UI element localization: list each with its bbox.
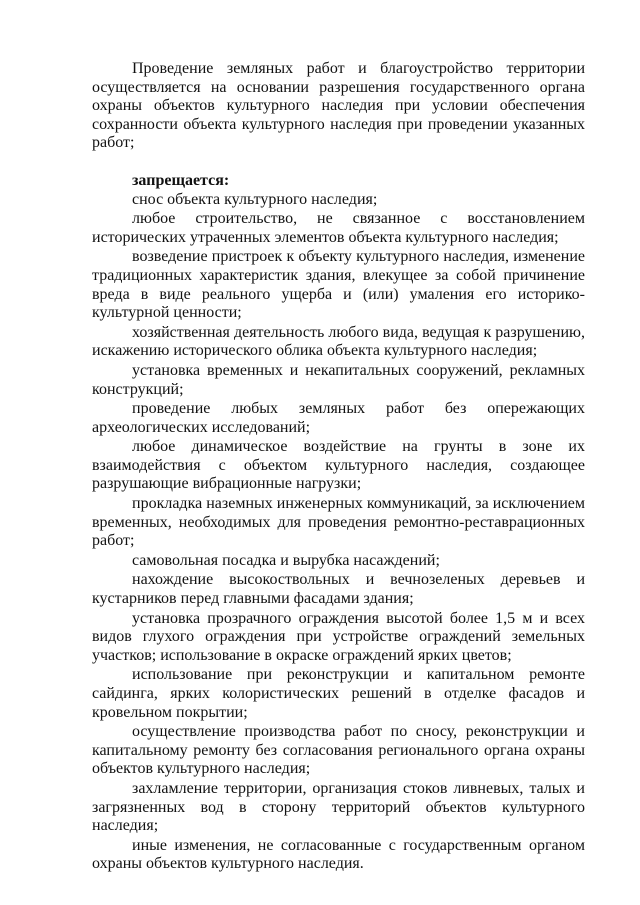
list-item: осуществление производства работ по сносу, реконструкции и капитальному ремонту без согласования регионального органа охраны объектов культурного наследия; bbox=[92, 723, 585, 778]
list-item: установка прозрачного ограждения высотой более 1,5 м и всех видов глухого ограждения при устройстве ограждений земельных участков; использование в окраске ограждений ярких цветов; bbox=[92, 609, 585, 664]
paragraph-gap bbox=[92, 154, 585, 172]
list-item: любое динамическое воздействие на грунты в зоне их взаимодействия с объектом культурного наследия, создающее разрушающие вибрационные нагрузки; bbox=[92, 438, 585, 493]
document-page bbox=[92, 60, 585, 875]
list-item: использование при реконструкции и капитальном ремонте сайдинга, ярких колористических решений в отделке фасадов и кровельном покрытии; bbox=[92, 666, 585, 721]
list-item: проведение любых земляных работ без опережающих археологических исследований; bbox=[92, 400, 585, 436]
list-item: любое строительство, не связанное с восстановлением исторических утраченных элементов объекта культурного наследия; bbox=[92, 210, 585, 246]
list-item: возведение пристроек к объекту культурного наследия, изменение традиционных характеристик здания, влекущее за собой причинение вреда в виде реального ущерба и (или) умаления его историко-культурной ценности; bbox=[92, 248, 585, 322]
list-item: прокладка наземных инженерных коммуникаций, за исключением временных, необходимых для проведения ремонтно-реставрационных работ; bbox=[92, 495, 585, 550]
list-item: установка временных и некапитальных сооружений, рекламных конструкций; bbox=[92, 361, 585, 398]
list-item: нахождение высокоствольных и вечнозеленых деревьев и кустарников перед главными фасадами здания; bbox=[92, 571, 585, 608]
list-item: захламление территории, организация стоков ливневых, талых и загрязненных вод в сторону территорий объектов культурного наследия; bbox=[92, 779, 585, 835]
intro-paragraph: Проведение земляных работ и благоустройство территории осуществляется на основании разрешения государственного органа охраны объектов культурного наследия при условии обеспечения сохранности объекта культурного наследия при проведении указанных работ; bbox=[92, 60, 585, 152]
list-item: хозяйственная деятельность любого вида, ведущая к разрушению, искажению исторического облика объекта культурного наследия; bbox=[92, 323, 585, 360]
list-item: снос объекта культурного наследия; bbox=[132, 190, 378, 208]
list-item: иные изменения, не согласованные с государственным органом охраны объектов культурного наследия. bbox=[92, 836, 585, 873]
list-item: самовольная посадка и вырубка насаждений; bbox=[132, 551, 440, 569]
prohibited-heading: запрещается: bbox=[132, 171, 230, 189]
